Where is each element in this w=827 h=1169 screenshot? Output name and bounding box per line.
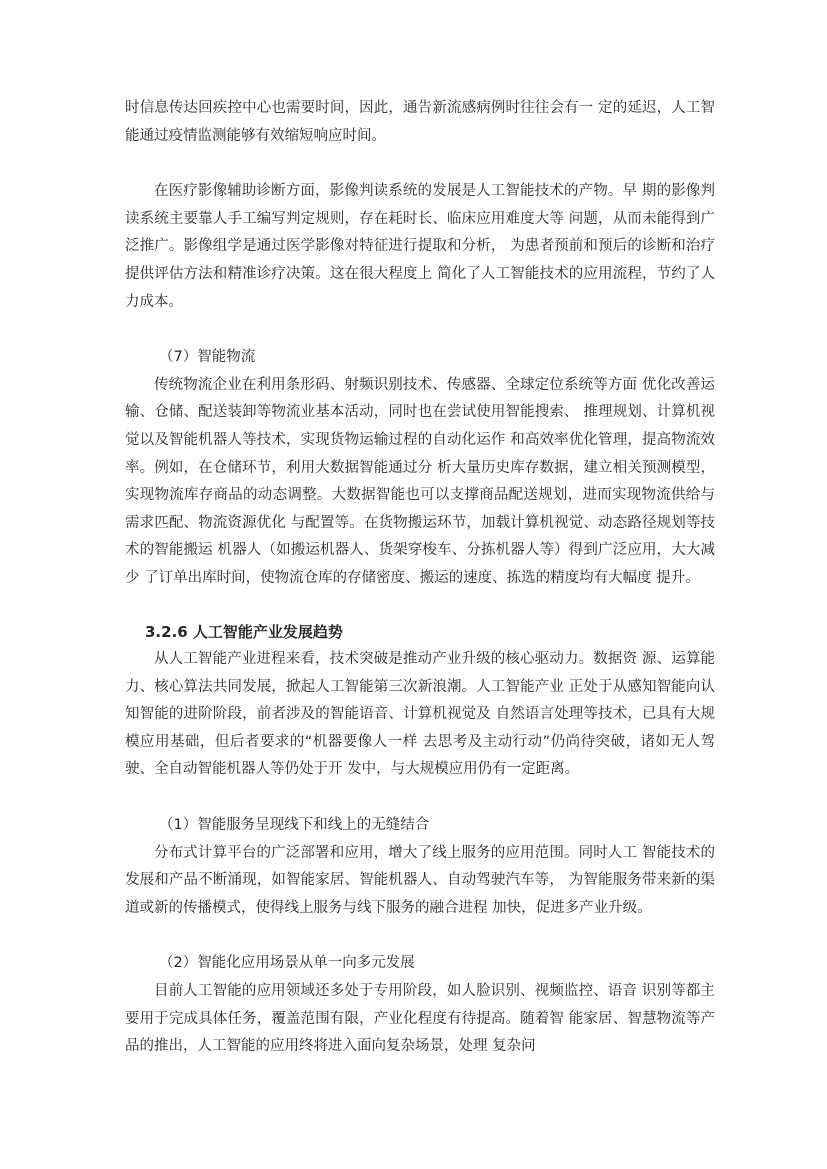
section-heading: 3.2.6 人工智能产业发展趋势 <box>145 622 343 641</box>
document-body <box>125 95 715 1061</box>
paragraph-gap <box>125 593 715 619</box>
paragraph-application-scenarios: 目前人工智能的应用领域还多处于专用阶段，如人脸识别、视频监控、语音 识别等都主要用于完成具体任务，覆盖范围有限，产业化程度有待提高。随着智 能家居、智慧物流等产品的推出，人工智能的应用终将进入面向复杂场景，处理 复杂问 <box>125 983 715 1055</box>
paragraph-gap <box>125 316 715 344</box>
paragraph-industry-trend: 从人工智能产业进程来看，技术突破是推动产业升级的核心驱动力。数据资 源、运算能力、核心算法共同发展，掀起人工智能第三次新浪潮。人工智能产业 正处于从感知智能向认知智能的进阶阶段，前者涉及的智能语音、计算机视觉及 自然语言处理等技术，已具有大规模应用基础，但后者要求的“机器要像人一样 去思考及主动行动”仍尚待突破，诸如无人驾驶、全自动智能机器人等仍处于开 发中，与大规模应用仍有一定距离。 <box>125 651 715 778</box>
paragraph-gap <box>125 150 715 178</box>
paragraph-smart-service: 分布式计算平台的广泛部署和应用，增大了线上服务的应用范围。同时人工 智能技术的发展和产品不断涌现，如智能家居、智能机器人、自动驾驶汽车等， 为智能服务带来新的渠道或新的传播模式，使得线上服务与线下服务的融合进程 加快，促进多产业升级。 <box>125 844 715 916</box>
paragraph-gap <box>125 922 715 950</box>
item-heading-application-scenarios: （2）智能化应用场景从单一向多元发展 <box>159 955 415 972</box>
paragraph-medical-imaging: 在医疗影像辅助诊断方面，影像判读系统的发展是人工智能技术的产物。早 期的影像判读系统主要靠人手工编写判定规则，存在耗时长、临床应用难度大等 问题，从而未能得到广泛推广。影像组学是通过医学影像对特征进行提取和分析， 为患者预前和预后的诊断和治疗提供评估方法和精准诊疗决策。这在很大程度上 简化了人工智能技术的应用流程，节约了人力成本。 <box>125 183 715 310</box>
paragraph-logistics: 传统物流企业在利用条形码、射频识别技术、传感器、全球定位系统等方面 优化改善运输、仓储、配送装卸等物流业基本活动，同时也在尝试使用智能搜索、 推理规划、计算机视觉以及智能机器人等技术，实现货物运输过程的自动化运作 和高效率优化管理，提高物流效率。例如，在仓储环节，利用大数据智能通过分 析大量历史库存数据，建立相关预测模型，实现物流库存商品的动态调整。大数据智能也可以支撑商品配送规划，进而实现物流供给与需求匹配、物流资源优化 与配置等。在货物搬运环节，加载计算机视觉、动态路径规划等技术的智能搬运 机器人（如搬运机器人、货架穿梭车、分拣机器人等）得到广泛应用，大大减少 了订单出库时间，使物流仓库的存储密度、搬运的速度、拣选的精度均有大幅度 提升。 <box>125 376 715 586</box>
paragraph-intro: 时信息传达回疾控中心也需要时间，因此，通告新流感病例时往往会有一 定的延迟，人工智能通过疫情监测能够有效缩短响应时间。 <box>125 100 715 144</box>
item-heading-logistics: （7）智能物流 <box>159 349 256 366</box>
item-heading-smart-service: （1）智能服务呈现线下和线上的无缝结合 <box>159 817 430 834</box>
paragraph-gap <box>125 784 715 812</box>
